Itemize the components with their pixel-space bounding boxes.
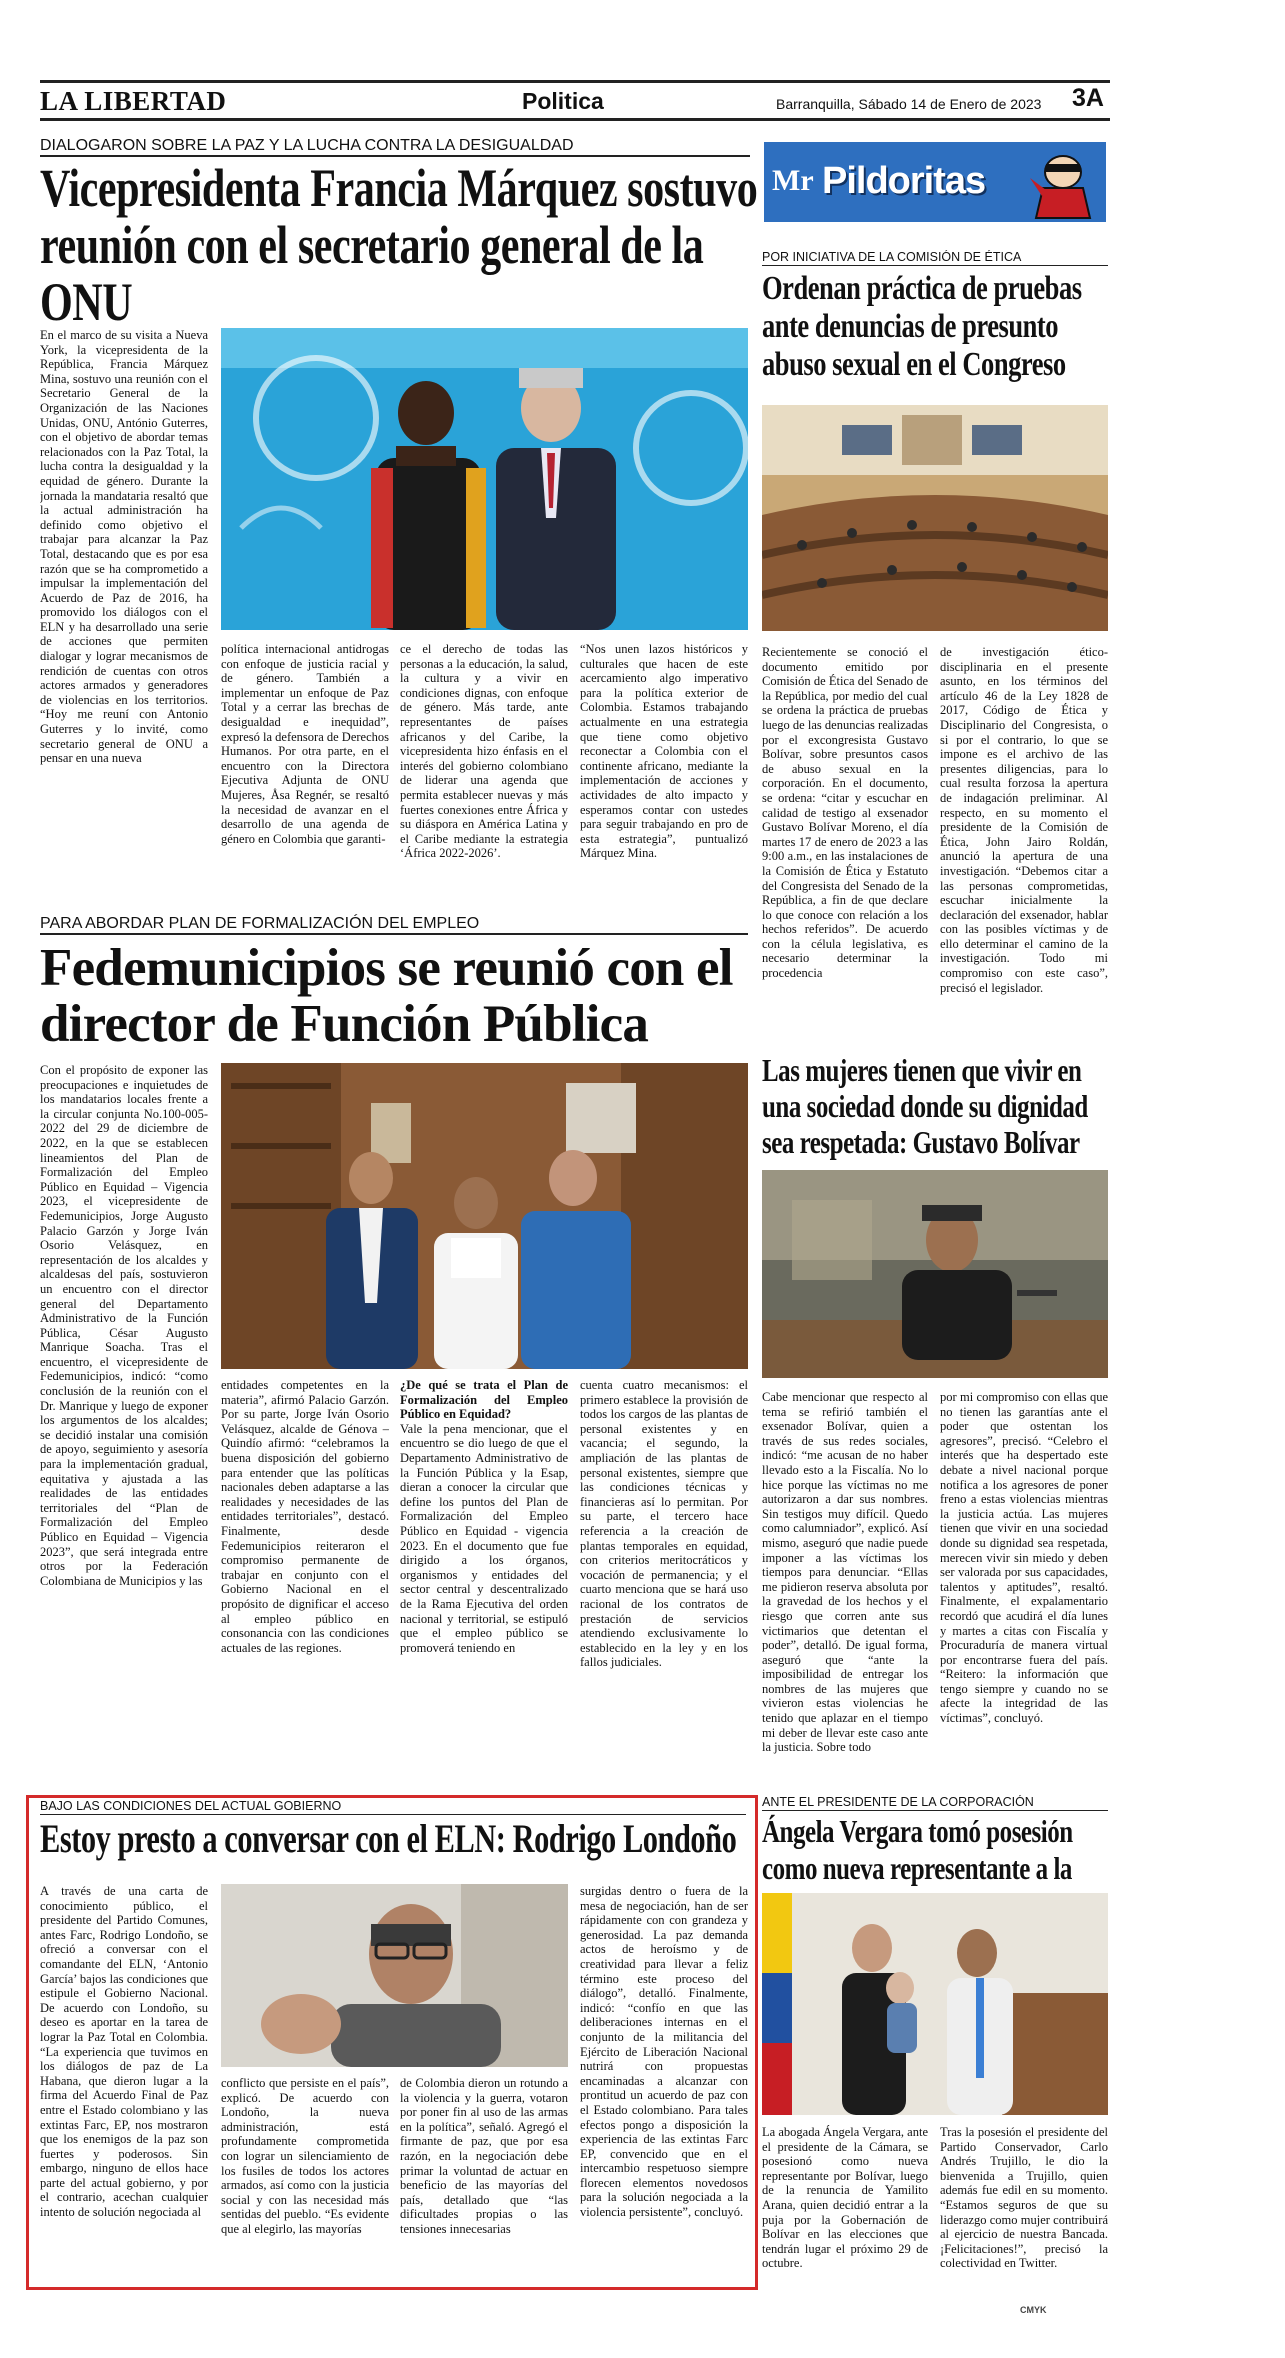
- cmyk-mark: CMYK: [1020, 2305, 1047, 2315]
- pildoritas-logo: [762, 140, 1108, 224]
- paper-name: LA LIBERTAD: [40, 86, 227, 116]
- article2-photo: [221, 1063, 748, 1369]
- sidebar-story2-col1: Cabe mencionar que respecto al tema se refirió también el exsenador Bolívar, quien a través de sus redes sociales, indicó: “me acusan de no haber llevado esto a la Fiscalía. No lo hice porque las víctimas no me autorizaron a dar sus nombres. Sin testigos muy difícil. Quedo como calumniador”, explicó. Así mismo, aseguró que nadie puede imponer a las víctimas los tiempos para denunciar. “Ellas me pidieron reserva absoluta por la gravedad de los hechos y el riesgo que corren ante sus victimarios que detentan el poder”, detalló. De igual forma, aseguró que “ante la imposibilidad de entregar los nombres de las mujeres que vivieron estas violencias he tenido que aplazar en el tiempo mi deber de llevar este caso ante la justicia. Sobre todo: [762, 1390, 928, 1755]
- sidebar-story3-kicker: ANTE EL PRESIDENTE DE LA CORPORACIÓN: [762, 1795, 1108, 1811]
- sidebar-story1-kicker: POR INICIATIVA DE LA COMISIÓN DE ÉTICA: [762, 250, 1108, 266]
- article3-headline: Estoy presto a conversar con el ELN: Rodrigo Londoño: [40, 1816, 737, 1861]
- sidebar-story3-photo: [762, 1893, 1108, 2115]
- sidebar-story1-col1: Recientemente se conoció el documento emitido por Comisión de Ética del Senado de la República, por medio del cual se ordena la práctica de pruebas luego de las denuncias realizadas por el excongresista Gustavo Bolívar, sobre presuntos casos de abuso sexual en la corporación. En el documento, se ordena: “citar y escuchar en calidad de testigo al exsenador Gustavo Bolívar Moreno, el día martes 17 de enero de 2023 a las 9:00 a.m., en las instalaciones de la Comisión de Ética y Estatuto del Congresista del Senado de la República, a fin de que declare lo que conoce con relación a los hechos referidos”. De acuerdo con la célula legislativa, es necesario determinar la procedencia: [762, 645, 928, 981]
- sidebar-story2-headline: Las mujeres tienen que vivir en una sociedad donde su dignidad sea respetada: Gustavo Bolívar: [762, 1052, 1088, 1161]
- article3-photo: [221, 1884, 568, 2067]
- masthead-top-rule: [40, 80, 1110, 83]
- article2-col3-wrap: [400, 1378, 568, 1785]
- sidebar-story2-photo: [762, 1170, 1108, 1378]
- article2-kicker: PARA ABORDAR PLAN DE FORMALIZACIÓN DEL EMPLEO: [40, 914, 748, 935]
- article1-photo: [221, 328, 748, 630]
- sidebar-story3-headline: Ángela Vergara tomó posesión como nueva representante a la: [762, 1813, 1073, 1887]
- sidebar-story3-col1: La abogada Ángela Vergara, ante el presidente de la Cámara, se posesionó como nueva representante por Bolívar, luego de la renuncia de Yamilito Arana, quien decidió entrar a la puja por la Gobernación de Bolívar en las elecciones que tendrán lugar el próximo 29 de octubre.: [762, 2125, 928, 2271]
- pildoritas-mascot-icon: [1028, 148, 1098, 220]
- pildoritas-word: Pildoritas: [822, 160, 986, 202]
- article3-col3: de Colombia dieron un rotundo a la violencia y la guerra, votaron por poner fin al uso de las armas en la política”, señaló. Agregó el firmante de paz, que por esa razón, en la negociación debe primar la voluntad de actuar en beneficio de las mayorías del país, detallado que “las dificultades propias o las tensiones innecesarias: [400, 2076, 568, 2236]
- section-name: Politica: [522, 88, 604, 114]
- article1-col2: política internacional antidrogas con enfoque de justicia racial y de género. También a implementar un enfoque de Paz Total y a cerrar las brechas de desigualdad e inequidad”, expresó la defensora de Derechos Humanos. Por otra parte, en el encuentro con la Directora Ejecutiva Adjunta de ONU Mujeres, Åsa Regnér, se resaltó la necesidad de avanzar en el desarrollo de una agenda de género en Colombia que garanti-: [221, 642, 389, 846]
- article3-kicker: BAJO LAS CONDICIONES DEL ACTUAL GOBIERNO: [40, 1799, 746, 1815]
- article1-col3: ce el derecho de todas las personas a la educación, la salud, la cultura y a vivir en condiciones dignas, con enfoque de género. Más tarde, ante representantes de países africanos y del Caribe, la vicepresidenta hizo énfasis en el interés del gobierno colombiano de liderar una agenda que permita establecer nuevas y más fuertes conexiones entre África y su diáspora en América Latina y el Caribe mediante la estrategia ‘África 2022-2026’.: [400, 642, 568, 861]
- article1-headline: Vicepresidenta Francia Márquez sostuvo reunión con el secretario general de la ONU: [40, 158, 758, 333]
- article3-col2: conflicto que persiste en el país”, explicó. De acuerdo con Londoño, la nueva administración, está profundamente comprometida con lograr un silenciamiento de los fusiles de todos los actores armados, así como con la justicia social y con las necesidad más sentidas del pueblo. “Es evidente que al elegirlo, las mayorías: [221, 2076, 389, 2236]
- sidebar-story1-photo: [762, 405, 1108, 631]
- sidebar-story3-col2: Tras la posesión el presidente del Partido Conservador, Carlo Andrés Trujillo, le dio la bienvenida a Trujillo, quien además fue edil en su momento. “Estamos seguros de que su liderazgo como mujer contribuirá al ejercicio de nuestra Bancada. ¡Felicitaciones!”, precisó la colectividad en Twitter.: [940, 2125, 1108, 2271]
- article2-subhead: ¿De qué se trata el Plan de Formalización del Empleo Público en Equidad?: [400, 1378, 568, 1422]
- article3-col4: surgidas dentro o fuera de la mesa de negociación, han de ser rápidamente con con grandeza y generosidad. La paz demanda actos de heroísmo y de creatividad para llevar a feliz término este proceso del diálogo”, detalló. Finalmente, indicó: “confío en que las deliberaciones internas en el conjunto de la militancia del Ejército de Liberación Nacional nutrirá con propuestas encaminadas a alcanzar con prontitud un acuerdo de paz con el Estado colombiano. Para tales efectos pongo a disposición la experiencia de las extintas Farc EP, convencido que en el intercambio respetuoso siempre florecen elementos novedosos para la solución negociada a la violencia persistente”, concluyó.: [580, 1884, 748, 2220]
- issue-date: Barranquilla, Sábado 14 de Enero de 2023: [776, 96, 1042, 112]
- article1-col1: En el marco de su visita a Nueva York, la vicepresidenta de la República, Francia Márquez Mina, sostuvo una reunión con el Secretario General de la Organización de las Naciones Unidas, ONU, António Guterres, con el objetivo de abordar temas relacionados con la Paz Total, la lucha contra la desigualdad y la equidad de género. Durante la jornada la mandataria resaltó que la actual administración ha definido como objetivo el trabajar para alcanzar la Paz Total, destacando que es por esa razón que se ha comprometido a impulsar la implementación del Acuerdo de Paz de 2016, ha promovido los diálogos con el ELN y ha desarrollado una serie de acciones que permiten dialogar y lograr mecanismos de rendición de cuentas con otros actores armados y generadores de violencias en los territorios. “Hoy me reuní con Antonio Guterres y lo invité, como secretario general de ONU a pensar en una nueva: [40, 328, 208, 766]
- article2-col3: Vale la pena mencionar, que el encuentro se dio luego de que el Departamento Administrativo de la Función Pública y la Esap, dieran a conocer la circular que define los puntos del Plan de Formalización del Empleo Público en Equidad - vigencia 2023. En el documento que fue dirigido a los órganos, organismos y entidades del sector central y descentralizado de la Rama Ejecutiva del orden nacional y territorial, se estipuló que el empleo público se promoverá teniendo en: [400, 1421, 568, 1655]
- sidebar-story1-col2: de investigación ético-disciplinaria en el presente asunto, en los términos del artículo 46 de la Ley 1828 de 2017, Código de Ética y Disciplinario del Congresista, o si por el contrario, lo que se impone es el archivo de las presentes diligencias, para lo cual resulta forzosa la apertura de indagación preliminar. Al respecto, en su momento el presidente de la Comisión de Ética, John Jairo Roldán, anunció la apertura de una investigación. “Debemos citar a las personas comprometidas, escuchar inicialmente la declaración del exsenador, hablar con las posibles víctimas y de ello determinar el camino de la investigación. Todo mi compromiso con este caso”, precisó el legislador.: [940, 645, 1108, 995]
- article2-col4: cuenta cuatro mecanismos: el primero establece la provisión de todos los cargos de las plantas de personal existentes y en vacancia; el segundo, la ampliación de las plantas de personal existentes, siempre que las condiciones técnicas y financieras así lo permitan. Por su parte, el tercero hace referencia a la creación de plantas temporales en equidad, con criterios meritocráticos y vocación de permanencia; y el cuarto menciona que se hará uso racional de los contratos de prestación de servicios atendiendo exclusivamente lo establecido en la ley y en los fallos judiciales.: [580, 1378, 748, 1670]
- sidebar-story2-col2: por mi compromiso con ellas que no tienen las garantías ante el poder que ostentan los agresores”, precisó. “Celebro el interés que ha despertado este debate a nivel nacional porque notifica a los agresores de poner freno a estas violencias mientras la justicia actúa. Las mujeres tienen que vivir en una sociedad donde su dignidad sea respetada, merecen vivir sin miedo y deben ser valorada por sus capacidades, talentos y aptitudes”, resaltó. Finalmente, el expalamentario recordó que acudirá el día lunes y martes a citas con Fiscalía y Procuraduría de manera virtual por encontrarse fuera del país. “Reitero: la información que tengo siempre y cuando no se afecte la integridad de las víctimas”, concluyó.: [940, 1390, 1108, 1726]
- article2-headline: Fedemunicipios se reunió con el director de Función Pública: [40, 939, 733, 1054]
- article1-kicker: DIALOGARON SOBRE LA PAZ Y LA LUCHA CONTRA LA DESIGUALDAD: [40, 136, 750, 157]
- sidebar-story1-headline: Ordenan práctica de pruebas ante denuncias de presunto abuso sexual en el Congreso: [762, 270, 1082, 384]
- article1-col4: “Nos unen lazos históricos y culturales que hacen de este acercamiento algo imperativo para la política exterior de Colombia. Estamos trabajando actualmente en una estrategia que tiene como objetivo reconectar a Colombia con el continente africano, mediante la implementación de acciones y actividades de alto impacto y esperamos contar con ustedes para seguir trabajando en pro de esta estrategia”, puntualizó Márquez Mina.: [580, 642, 748, 861]
- article2-col2: entidades competentes en la materia”, afirmó Palacio Garzón. Por su parte, Jorge Iván Osorio Velásquez, alcalde de Génova – Quindío afirmó: “celebramos la buena disposición del gobierno para entender que las políticas nacionales deben adaptarse a las realidades y necesidades de las entidades territoriales”, destacó. Finalmente, desde Fedemunicipios reiteraron el compromiso permanente de trabajar en conjunto con el Gobierno Nacional en el propósito de dignificar el acceso al empleo público en consonancia con las condiciones actuales de las regiones.: [221, 1378, 389, 1655]
- pildoritas-prefix: Mr: [772, 164, 814, 197]
- article3-col1: A través de una carta de conocimiento público, el presidente del Partido Comunes, antes Farc, Rodrigo Londoño, se ofreció a conversar con el comandante del ELN, ‘Antonio García’ bajos las condiciones que estipule el Gobierno Nacional. De acuerdo con Londoño, su deseo es aportar en la tarea de lograr la Paz Total en Colombia. “La experiencia que tuvimos en los diálogos de paz de La Habana, que dieron lugar a la firma del Acuerdo Final de Paz entre el Estado colombiano y las extintas Farc, EP, nos mostraron que los enemigos de la paz son fuertes y poderosos. Sin embargo, ninguno de ellos hace parte del actual gobierno, y por el contrario, acechan cualquier intento de solución negociada al: [40, 1884, 208, 2220]
- page-number: 3A: [1072, 84, 1104, 112]
- article2-col1: Con el propósito de exponer las preocupaciones e inquietudes de los mandatarios locales frente a la circular conjunta No.100-005-2022 del 29 de diciembre de 2022, en la que se establecen lineamientos del Plan de Formalización del Empleo Público en Equidad – Vigencia 2023, el vicepresidente de Fedemunicipios, Jorge Augusto Palacio Garzón y Jorge Iván Osorio Velásquez, en representación de los alcaldes y alcaldesas del país, sostuvieron un encuentro con el director general del Departamento Administrativo de la Función Pública, César Augusto Manrique Soacha. Tras el encuentro, el vicepresidente de Fedemunicipios, indicó: “como conclusión de la reunión con el Dr. Manrique y luego de exponer los argumentos de los alcaldes; se decidió instalar una comisión de apoyo, seguimiento y asesoría para la implementación gradual, equitativa y ajustada a las realidades de las entidades territoriales del “Plan de Formalización del Empleo Público en Equidad – Vigencia 2023”, que será integrada entre otros por la Federación Colombiana de Municipios y las: [40, 1063, 208, 1588]
- masthead-bottom-rule: [40, 118, 1110, 121]
